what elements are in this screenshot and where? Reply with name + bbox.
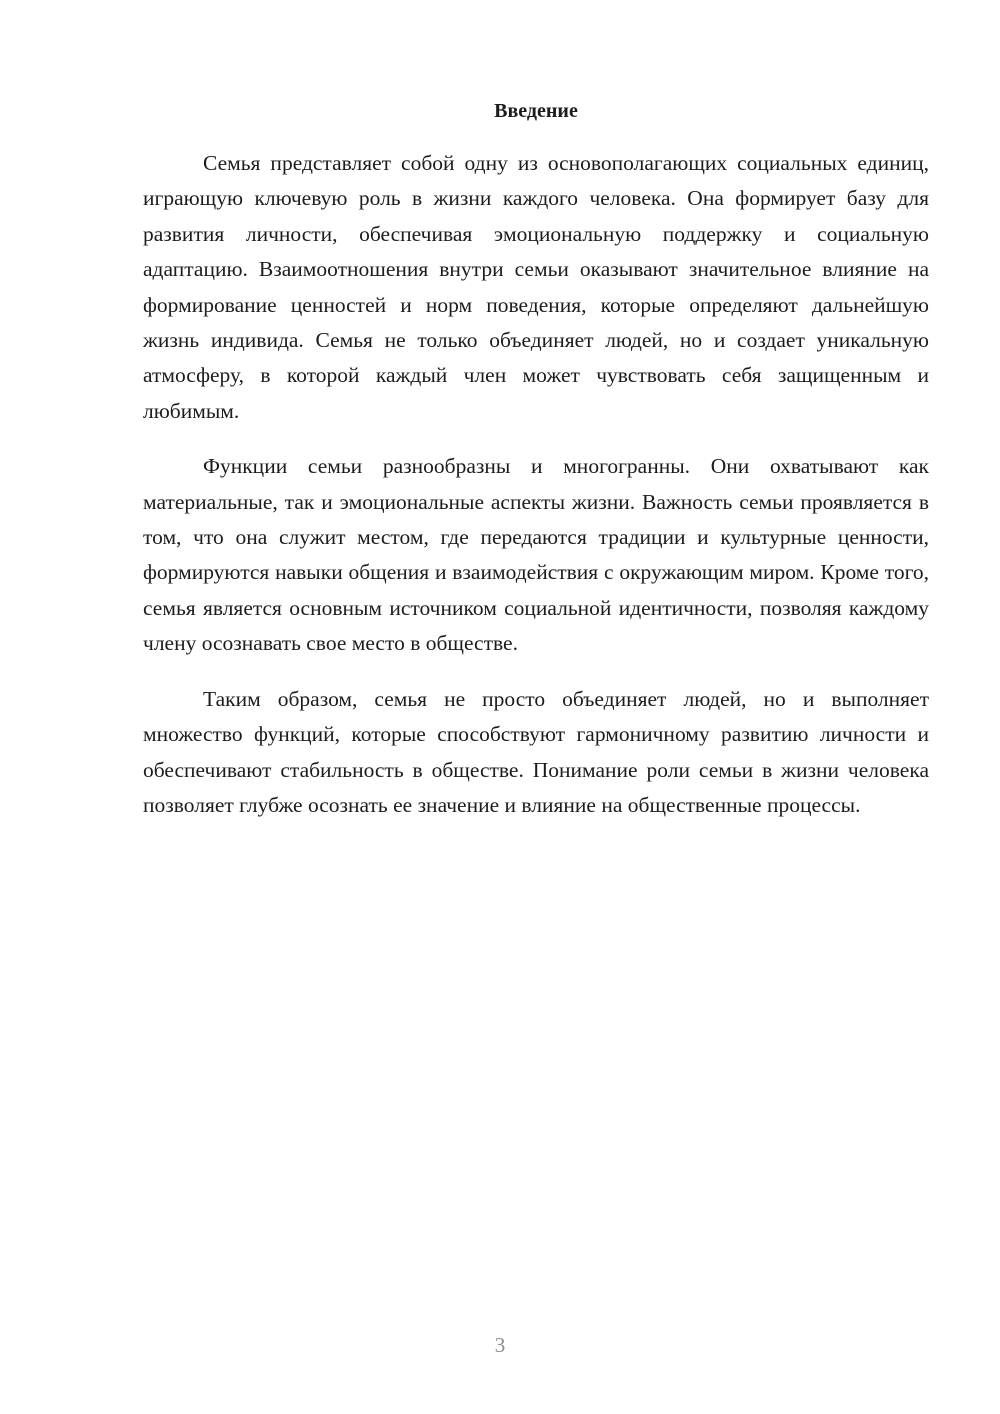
page-number: 3 <box>494 1333 506 1357</box>
section-heading: Введение <box>494 100 578 122</box>
paragraph-2: Функции семьи разнообразны и многогранны. Они охватывают как материальные, так и эмоциональные аспекты жизни. Важность семьи проявляется в том, что она служит местом, где передаются традиции и культурные ценности, формируются навыки общения и взаимодействия с окружающим миром. Кроме того, семья является основным источником социальной идентичности, позволяя каждому члену осознавать свое место в обществе. <box>143 454 929 656</box>
paragraph-1: Семья представляет собой одну из основополагающих социальных единиц, играющую ключевую роль в жизни каждого человека. Она формирует базу для развития личности, обеспечивая эмоциональную поддержку и социальную адаптацию. Взаимоотношения внутри семьи оказывают значительное влияние на формирование ценностей и норм поведения, которые определяют дальнейшую жизнь индивида. Семья не только объединяет людей, но и создает уникальную атмосферу, в которой каждый член может чувствовать себя защищенным и любимым. <box>143 151 929 423</box>
page-content <box>143 96 929 843</box>
paragraph-3: Таким образом, семья не просто объединяет людей, но и выполняет множество функций, которые способствуют гармоничному развитию личности и обеспечивают стабильность в обществе. Понимание роли семьи в жизни человека позволяет глубже осознать ее значение и влияние на общественные процессы. <box>143 686 929 817</box>
